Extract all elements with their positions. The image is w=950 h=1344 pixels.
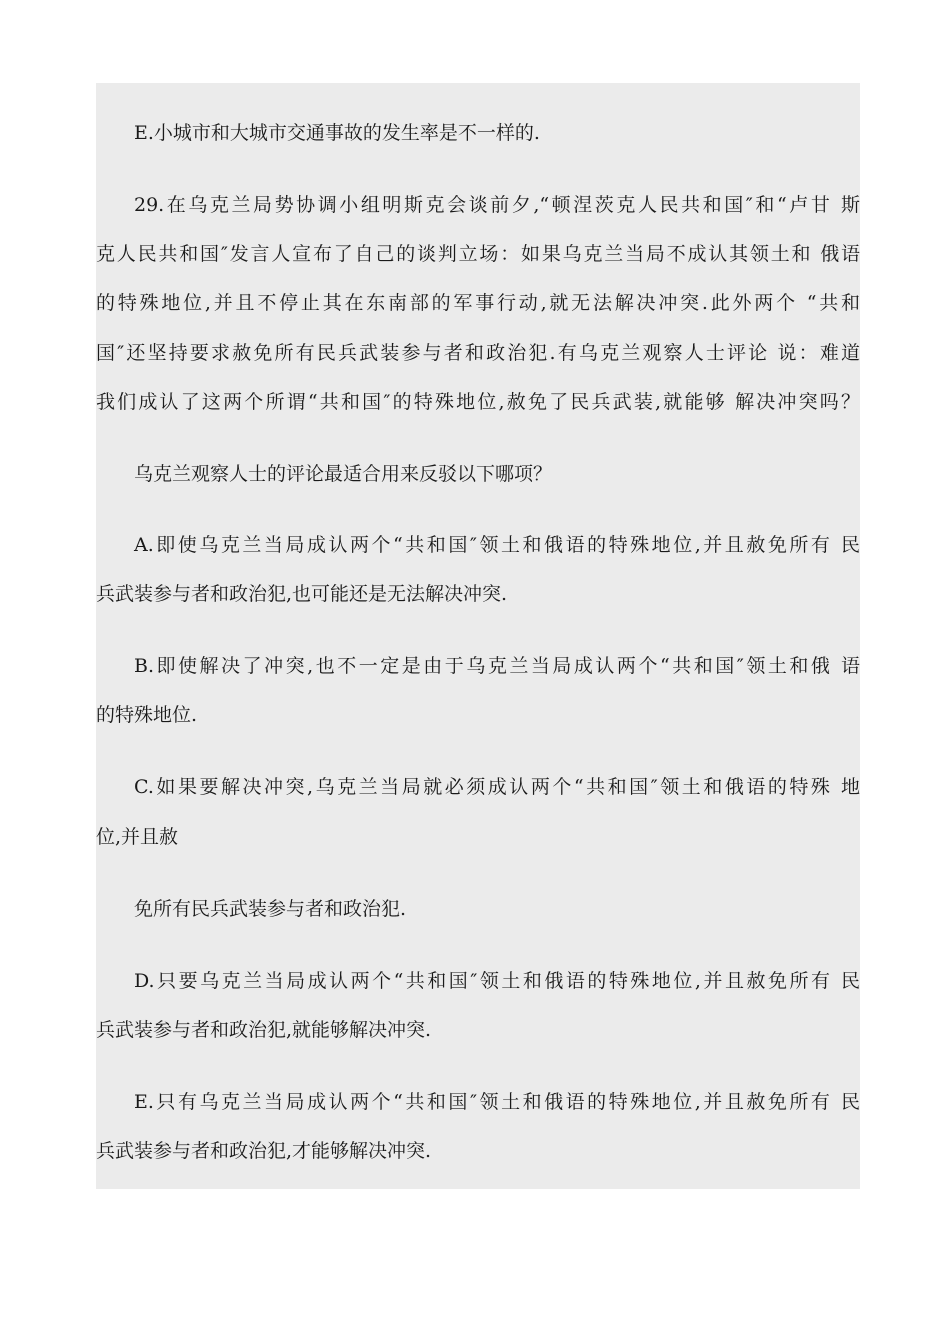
question-panel: [96, 83, 860, 1189]
option-e-line-2: 兵武装参与者和政治犯,才能够解决冲突.: [96, 1140, 432, 1162]
option-d-line-1: D.只要乌克兰当局成认两个“共和国″领土和俄语的特殊地位,并且赦免所有 民: [134, 970, 860, 992]
question-29-line-2: 克人民共和国″发言人宣布了自己的谈判立场：如果乌克兰当局不成认其领土和 俄语: [96, 243, 860, 265]
option-c-line-2: 位,并且赦: [96, 826, 179, 848]
question-stem: 乌克兰观察人士的评论最适合用来反驳以下哪项？: [134, 463, 553, 485]
question-29-line-1: 29.在乌克兰局势协调小组明斯克会谈前夕,“顿涅茨克人民共和国″和“卢甘 斯: [134, 194, 860, 216]
question-29-line-4: 国″还坚持要求赦免所有民兵武装参与者和政治犯.有乌克兰观察人士评论 说：难道: [96, 342, 860, 364]
option-d-line-2: 兵武装参与者和政治犯,就能够解决冲突.: [96, 1019, 432, 1041]
option-c-line-3: 免所有民兵武装参与者和政治犯.: [134, 898, 407, 920]
option-e-line-1: E.只有乌克兰当局成认两个“共和国″领土和俄语的特殊地位,并且赦免所有 民: [134, 1091, 860, 1113]
previous-option-e: E.小城市和大城市交通事故的发生率是不一样的.: [134, 122, 540, 144]
option-a-line-2: 兵武装参与者和政治犯,也可能还是无法解决冲突.: [96, 583, 508, 605]
question-29-line-3: 的特殊地位,并且不停止其在东南部的军事行动,就无法解决冲突.此外两个 “共和: [96, 292, 860, 314]
question-29-line-5: 我们成认了这两个所谓“共和国″的特殊地位,赦免了民兵武装,就能够 解决冲突吗？: [96, 391, 860, 413]
option-b-line-2: 的特殊地位.: [96, 704, 198, 726]
option-b-line-1: B.即使解决了冲突,也不一定是由于乌克兰当局成认两个“共和国″领土和俄 语: [134, 655, 860, 677]
option-c-line-1: C.如果要解决冲突,乌克兰当局就必须成认两个“共和国″领土和俄语的特殊 地: [134, 776, 860, 798]
option-a-line-1: A.即使乌克兰当局成认两个“共和国″领土和俄语的特殊地位,并且赦免所有 民: [134, 534, 860, 556]
